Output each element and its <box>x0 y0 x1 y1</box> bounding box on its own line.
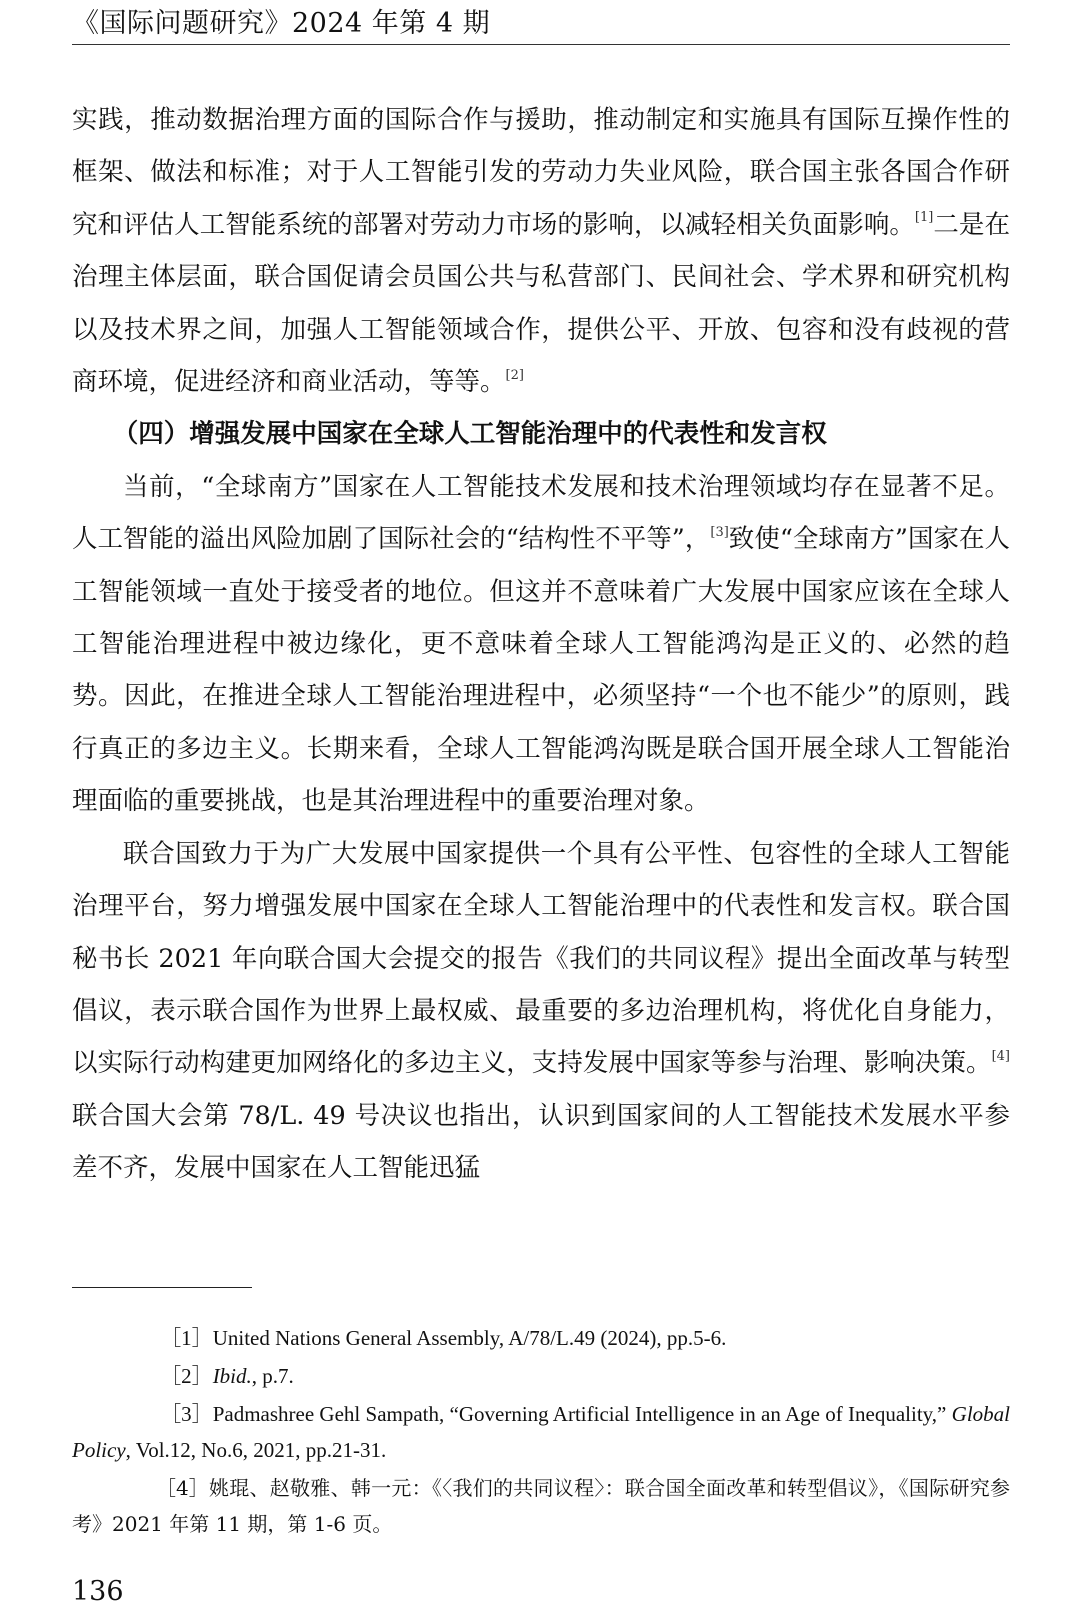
paragraph-2-part-a: 当前，“全球南方”国家在人工智能技术发展和技术治理领域均存在显著不足。人工智能的溢出风险加剧了国际社会的“结构性不平等”， <box>72 471 1010 555</box>
paragraph-3 <box>72 828 1010 1195</box>
footnote-ref-4[interactable]: [4] <box>991 1048 1010 1064</box>
running-header: 《国际问题研究》2024 年第 4 期 <box>72 8 491 39</box>
footnote-text: Padmashree Gehl Sampath, “Governing Artificial Intelligence in an Age of Inequality,” <box>212 1402 952 1426</box>
paragraph-3-part-a: 联合国致力于为广大发展中国家提供一个具有公平性、包容性的全球人工智能治理平台，努力增强发展中国家在全球人工智能治理中的代表性和发言权。联合国秘书长 2021 年向联合国大会提交的报告《我们的共同议程》提出全面改革与转型倡议，表示联合国作为世界上最权威、最重要的多边治理机构，将优化自身能力，以实际行动构建更加网络化的多边主义，支持发展中国家等参与治理、影响决策。 <box>72 838 1010 1079</box>
footnote-rule <box>72 1287 252 1288</box>
header-rule <box>72 44 1010 45</box>
footnote-ref-3[interactable]: [3] <box>710 524 729 540</box>
footnote-2 <box>72 1358 1010 1394</box>
paragraph-2-part-b: 致使“全球南方”国家在人工智能领域一直处于接受者的地位。但这并不意味着广大发展中国家应该在全球人工智能治理进程中被边缘化，更不意味着全球人工智能鸿沟是正义的、必然的趋势。因此，在推进全球人工智能治理进程中，必须坚持“一个也不能少”的原则，践行真正的多边主义。长期来看，全球人工智能鸿沟既是联合国开展全球人工智能治理面临的重要挑战，也是其治理进程中的重要治理对象。 <box>72 524 1011 817</box>
footnote-1 <box>72 1320 1010 1356</box>
footnote-3 <box>72 1396 1010 1468</box>
footnote-italic: Global Policy <box>72 1402 1010 1462</box>
paragraph-1-part-a: 实践，推动数据治理方面的国际合作与援助，推动制定和实施具有国际互操作性的框架、做法和标准；对于人工智能引发的劳动力失业风险，联合国主张各国合作研究和评估人工智能系统的部署对劳动力市场的影响，以减轻相关负面影响。 <box>72 105 1010 240</box>
section-heading: （四）增强发展中国家在全球人工智能治理中的代表性和发言权 <box>112 419 827 450</box>
footnotes <box>72 1320 1010 1544</box>
footnote-marker: ［4］ <box>156 1476 209 1500</box>
footnote-text: , p.7. <box>251 1364 294 1388</box>
footnote-text: United Nations General Assembly, A/78/L.49 (2024), pp.5-6. <box>212 1326 727 1350</box>
footnote-italic: Ibid. <box>212 1364 252 1388</box>
main-text <box>72 94 1010 1195</box>
footnote-ref-2[interactable]: [2] <box>505 367 524 383</box>
footnote-marker: ［1］ <box>160 1326 213 1350</box>
paragraph-1 <box>72 94 1010 408</box>
footnote-marker: ［2］ <box>160 1364 213 1388</box>
page-number: 136 <box>72 1576 124 1607</box>
footnote-4 <box>72 1470 1010 1542</box>
footnote-text-tail: , Vol.12, No.6, 2021, pp.21-31. <box>125 1438 387 1462</box>
footnote-marker: ［3］ <box>160 1402 213 1426</box>
footnote-text: 姚琨、赵敬雅、韩一元：《〈我们的共同议程〉：联合国全面改革和转型倡议》，《国际研究参考》2021 年第 11 期，第 1-6 页。 <box>72 1476 1010 1536</box>
paragraph-1-part-b: 二是在治理主体层面，联合国促请会员国公共与私营部门、民间社会、学术界和研究机构以及技术界之间，加强人工智能领域合作，提供公平、开放、包容和没有歧视的营商环境，促进经济和商业活动，等等。 <box>72 209 1010 398</box>
footnote-ref-1[interactable]: [1] <box>914 210 934 226</box>
paragraph-3-part-b: 联合国大会第 78/L. 49 号决议也指出，认识到国家间的人工智能技术发展水平参差不齐，发展中国家在人工智能迅猛 <box>72 1100 1010 1184</box>
paragraph-2 <box>72 461 1010 828</box>
